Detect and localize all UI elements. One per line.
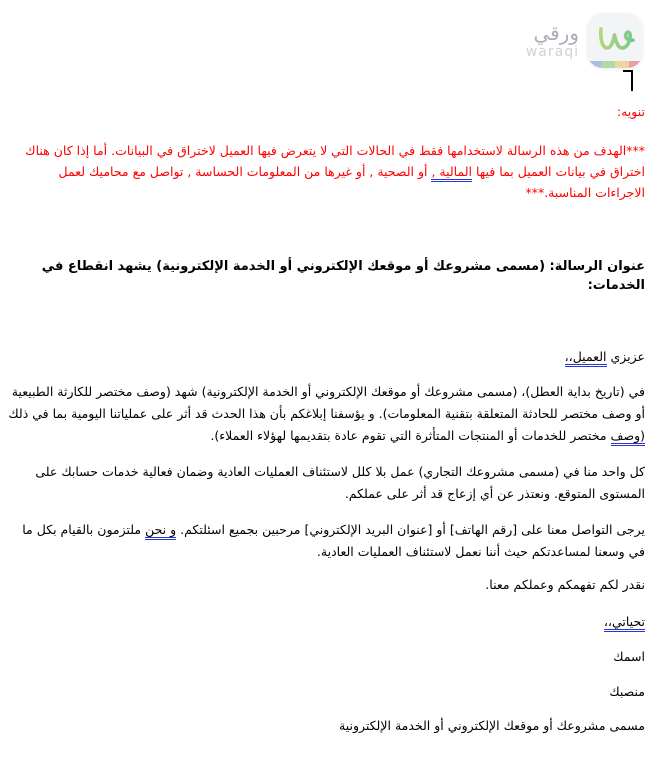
- letter-title: عنوان الرسالة: (مسمى مشروعك أو موقعك الإلكتروني أو الخدمة الإلكترونية) يشهد انقطاع في الخدمات:: [41, 259, 645, 293]
- body-paragraph-3: [8, 519, 645, 563]
- thanks-line: نقدر لكم تفهمكم وعملكم معنا.: [485, 577, 645, 592]
- grammar-underlined-word: تحياتي،،: [604, 614, 645, 632]
- notice-text-post: أو الصحية , أو غيرها من المعلومات الحساسة , تواصل مع محاميك لعمل الاجراءات المناسبة.***: [58, 164, 645, 200]
- notice-paragraph: [8, 140, 645, 203]
- paragraph-3-pre: يرجى التواصل معنا على [رقم الهاتف] أو [عنوان البريد الإلكتروني] مرحبين بجميع اسئلتكم.: [176, 522, 645, 537]
- logo-arabic-name: ورقي: [533, 20, 579, 45]
- paragraph-1-post: مختصر للخدمات أو المنتجات المتأثرة التي تقوم عادة بتقديمها لهؤلاء العملاء).: [210, 428, 611, 443]
- paragraph-3-post: ملتزمون بالقيام بكل ما في وسعنا لمساعدتكم حيث أننا نعمل لاستئناف العمليات العادية.: [22, 522, 645, 559]
- salutation-line: [8, 612, 645, 631]
- signature-position: منصبك: [609, 684, 645, 699]
- notice-label: تنويه:: [616, 104, 645, 119]
- body-paragraph-1: [8, 381, 645, 447]
- logo-latin-name: waraqi: [525, 43, 579, 60]
- greeting-pre: عزيزي: [606, 349, 645, 364]
- greeting-line: [8, 347, 645, 366]
- grammar-underlined-word: (وصف: [611, 428, 645, 446]
- grammar-underlined-word: و نحن: [145, 522, 176, 540]
- body-paragraph-2: كل واحد منا في (مسمى مشروعك التجاري) عمل بلا كلل لاستئناف العمليات العادية وضمان فعالية خدمات حسابك على المستوى المتوقع. ونعتذر عن أي إزعاج قد أثر على عملكم.: [35, 464, 645, 501]
- signature-name: اسمك: [613, 649, 645, 664]
- notice-text-pre: ***الهدف من هذه الرسالة لاستخدامها فقط في الحالات التي لا يتعرض فيها العميل لاختراق في البيانات. أما إذا كان هناك اختراق في بيانات العميل بما فيها: [25, 143, 645, 179]
- signature-project: مسمى مشروعك أو موقعك الإلكتروني أو الخدمة الإلكترونية: [339, 718, 645, 733]
- letter-template-body: [8, 0, 645, 735]
- grammar-underlined-word: العميل،،: [565, 349, 607, 367]
- grammar-underlined-word: المالية ,: [431, 164, 472, 182]
- paragraph-1-pre: في (تاريخ بداية العطل)، (مسمى مشروعك أو موقعك الإلكتروني أو الخدمة الإلكترونية) شهد (وصف مختصر للكارثة الطبيعية أو وصف مختصر للحادثة المتعلقة بتقنية المعلومات). و يؤسفنا إبلاغكم بأن هذا الحدث قد أثر على عملياتنا اليومية بما في ذلك: [8, 384, 645, 421]
